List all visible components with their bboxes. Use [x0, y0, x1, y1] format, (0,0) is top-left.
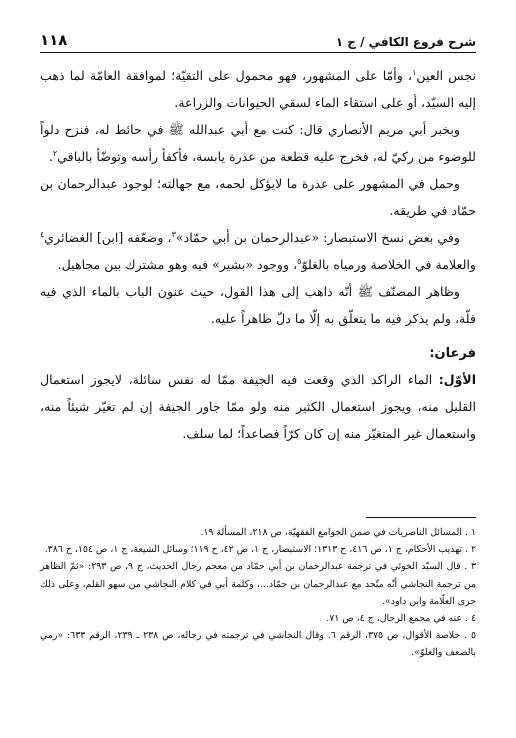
footnote-marker: ١	[412, 67, 417, 77]
paragraph-text: والعلامة في الخلاصة ورمياه بالغلوّ	[301, 257, 476, 272]
paragraph-text: وبخبر أبي مريم الأنصاري قال: كنت مع أبي عبدالله ﷺ في حائط له، فنزح دلواً للوضوء من ركيّ له، فخرج عليه قطعة من عذرة يابسة، فأكفأ رأسه وتوضّأ بالباقي	[40, 122, 476, 164]
section-heading: فرعان:	[429, 346, 476, 361]
footnote-divider	[366, 517, 476, 518]
paragraph-4	[40, 224, 476, 278]
footnote-marker: ٣	[171, 229, 176, 239]
footnote-5: ٥ . خلاصة الأقوال، ص ٣٧٥، الرقم ٦. وقال النجاشي في ترجمته في رجاله، ص ٢٣٨ ـ ٢٣٩، الرقم ٦٣٣: «رمي بالضعف والغلوّ».	[40, 630, 476, 659]
footnote-marker: ٢	[52, 148, 58, 158]
footnote-4: ٤ . عنه في مجمع الرجال، ج ٤، ص ٧١.	[326, 613, 476, 625]
paragraph-text: .	[48, 149, 53, 164]
footnotes	[40, 524, 476, 662]
paragraph-text: وفي بعض نسخ الاستبصار: «عبدالرحمان بن أبي حمّاد»	[175, 230, 460, 245]
paragraph-5: وظاهر المصنّف ﷺ أنّه ذاهب إلى هذا القول، حيث عنون الباب بالماء الذي فيه قلّة، ولم يذكر فيه ما يتعلّق به إلّا ما دلّ ظاهراً عليه.	[40, 284, 476, 326]
paragraph-text: ، وضعّفه [ابن] الغضائري	[44, 230, 172, 245]
paragraph-2	[40, 116, 476, 170]
paragraph-text: ، وأمّا على المشهور، فهو محمول على التقيّة؛ لموافقة العامّة لما ذهب إليه السيّد، أو على استقاء الماء لسقي الحيوانات والزراعة.	[40, 68, 476, 110]
paragraph-1	[40, 62, 476, 116]
footnote-2: ٢ . تهذيب الأحكام، ج ١، ص ٤١٦، ح ١٣١٣؛ الاستبصار، ج ١، ص ٤٢، ح ١١٩؛ وسائل الشيعة، ج ١، ص ١٥٤، ح ٣٨٦.	[44, 544, 476, 556]
paragraph-text: نجس العين	[416, 68, 476, 83]
paragraph-text: ، ووجود «بشير» فيه وهو مشترك بين مجاهيل.	[57, 257, 298, 272]
footnote-marker: ٤	[40, 229, 45, 239]
paragraph-6	[40, 366, 476, 447]
page-header	[40, 29, 476, 53]
running-title: شرح فروع الكافي / ج ١	[335, 35, 476, 49]
footnote-1: ١ . المسائل الناصريات في ضمن الجوامع الفقهيّة، ص ٢١٨، المسألة ١٩.	[200, 527, 476, 538]
footnote-3: ٣ . قال السيّد الخوئي في ترجمة عبدالرحمان بن أبي حمّاد من معجم رجال الحديث، ج ٩، ص ٢٩٣: «ثمّ الظاهر من ترجمة النجاشي أنّه متّحد مع عبدالرحمان بن حمّاد...، وكلمة أبي في كلام النجاشي من سهو القلم، وعلى ذلك جرى العلّامة وابن داود».	[40, 561, 477, 607]
paragraph-3: وحمل في المشهور على عذرة ما لايؤكل لحمه، مع جهالته؛ لوجود عبدالرحمان بن حمّاد في طريقه.	[40, 176, 476, 218]
main-text	[40, 62, 476, 447]
footnote-marker: ٥	[297, 256, 302, 266]
page-number: ١١٨	[40, 31, 68, 49]
paragraph-text: الماء الراكد الذي وقعت فيه الجيفة ممّا له نفس سائلة، لايجوز استعمال القليل منه، ويجوز استعمال الكثير منه ولو ممّا جاور الجيفة إن لم تغيّر شيئاً منه، واستعمال غير المتغيّر منه إن كان كرّاً فصاعداً؛ لما سلف.	[40, 372, 476, 441]
item-label: الأوّل:	[438, 372, 476, 387]
